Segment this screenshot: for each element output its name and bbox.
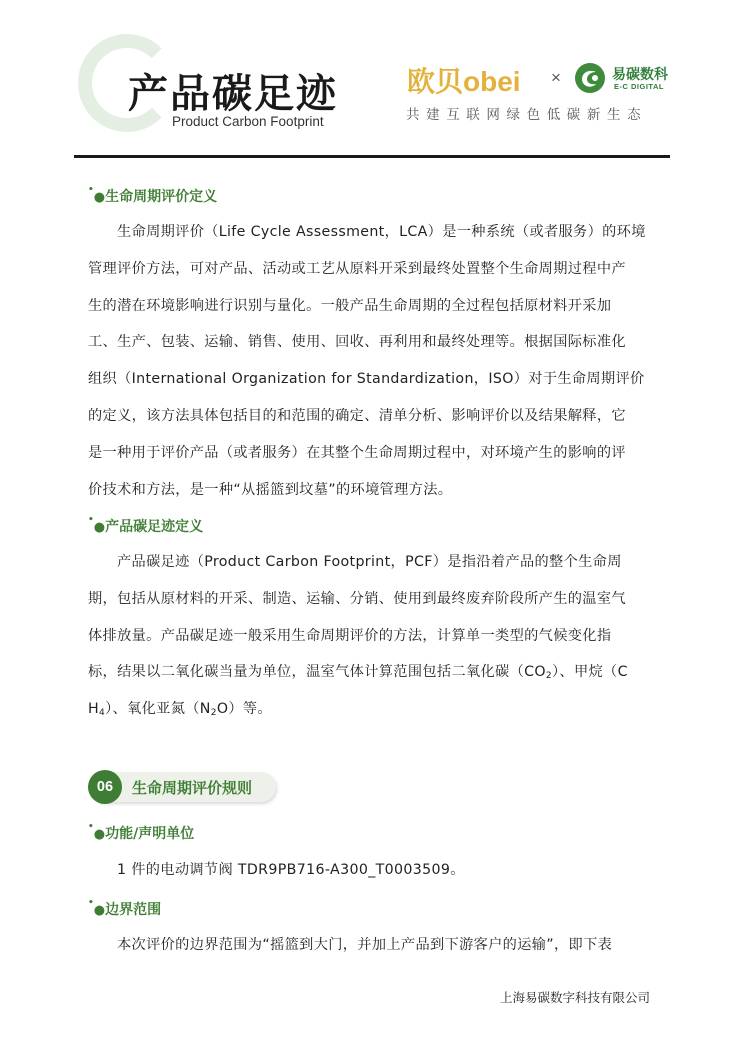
text-line: 是一种用于评价产品（或者服务）在其整个生命周期过程中，对环境产生的影响的评	[88, 444, 626, 461]
paragraph-lca	[88, 214, 656, 508]
text-line: 本次评价的边界范围为“摇篮到大门，并加上产品到下游客户的运输”，即下表	[117, 937, 613, 953]
text-line: 价技术和方法，是一种“从摇篮到坟墓”的环境管理方法。	[88, 481, 453, 498]
text-line: 期，包括从原材料的开采、制造、运输、分销、使用到最终废弃阶段所产生的温室气	[88, 590, 626, 607]
ec-digital-logo-en: E-C DIGITAL	[614, 82, 664, 91]
text-line: 管理评价方法，可对产品、活动或工艺从原料开采到最终处置整个生命周期过程中产	[88, 260, 626, 277]
text-line: $H_4$）、氧化亚氮$(N_2O)$等。	[88, 701, 272, 719]
logo-separator: ×	[551, 68, 561, 87]
text-line: 体排放量。产品碳足迹一般采用生命周期评价的方法，计算单一类型的气候变化指	[88, 627, 612, 644]
ec-digital-logo-icon	[574, 62, 606, 94]
bullet-dot-icon: ●	[93, 903, 106, 918]
text-line: 1 件的电动调节阀 TDR9PB716-A300_T0003509。	[117, 862, 465, 878]
bullet-mark-icon: •	[88, 898, 94, 908]
badge-title: 生命周期评价规则	[132, 779, 253, 797]
text-line: 产品碳足迹（Product Carbon Footprint，PCF）是指沿着产品的整个生命周	[117, 554, 622, 570]
page-subtitle: Product Carbon Footprint	[172, 114, 324, 129]
section-heading-func-unit: •●功能/声明单位	[88, 822, 195, 842]
bullet-mark-icon: •	[88, 515, 94, 525]
bullet-mark-icon: •	[88, 822, 94, 832]
bullet-dot-icon: ●	[93, 827, 106, 842]
text-line: 组织（International Organization for Standardization，ISO）对于生命周期评价	[88, 371, 645, 388]
section-badge-06	[88, 770, 278, 804]
text-line: 的定义，该方法具体包括目的和范围的确定、清单分析、影响评价以及结果解释，它	[88, 407, 626, 424]
text-line: 生命周期评价（Life Cycle Assessment，LCA）是一种系统（或者服务）的环境	[117, 224, 646, 240]
page-title: 产品碳足迹	[128, 71, 338, 117]
footer-company: 上海易碳数字科技有限公司	[500, 990, 651, 1005]
section-heading-pcf: •●产品碳足迹定义	[88, 515, 204, 535]
bullet-dot-icon: ●	[93, 520, 106, 535]
paragraph-boundary	[88, 927, 656, 964]
section-heading-lca: •●生命周期评价定义	[88, 185, 218, 205]
badge-number: 06	[88, 770, 122, 804]
slogan: 共建互联网绿色低碳新生态	[406, 107, 648, 123]
paragraph-func-unit	[88, 852, 656, 889]
text-line: 工、生产、包装、运输、销售、使用、回收、再利用和最终处理等。根据国际标准化	[88, 334, 626, 351]
text-line: 标，结果以二氧化碳当量为单位，温室气体计算范围包括二氧化碳$(CO_2)$、甲烷（C	[88, 664, 628, 682]
bullet-mark-icon: •	[88, 185, 94, 195]
section-heading-boundary: •●边界范围	[88, 898, 162, 918]
text-line: 生的潜在环境影响进行识别与量化。一般产品生命周期的全过程包括原材料开采加	[88, 297, 612, 314]
bullet-dot-icon: ●	[93, 190, 106, 205]
obei-logo: 欧贝obei	[407, 66, 521, 97]
header-divider	[74, 155, 670, 158]
ec-digital-logo-cn: 易碳数科	[612, 67, 668, 83]
paragraph-pcf	[88, 544, 656, 728]
